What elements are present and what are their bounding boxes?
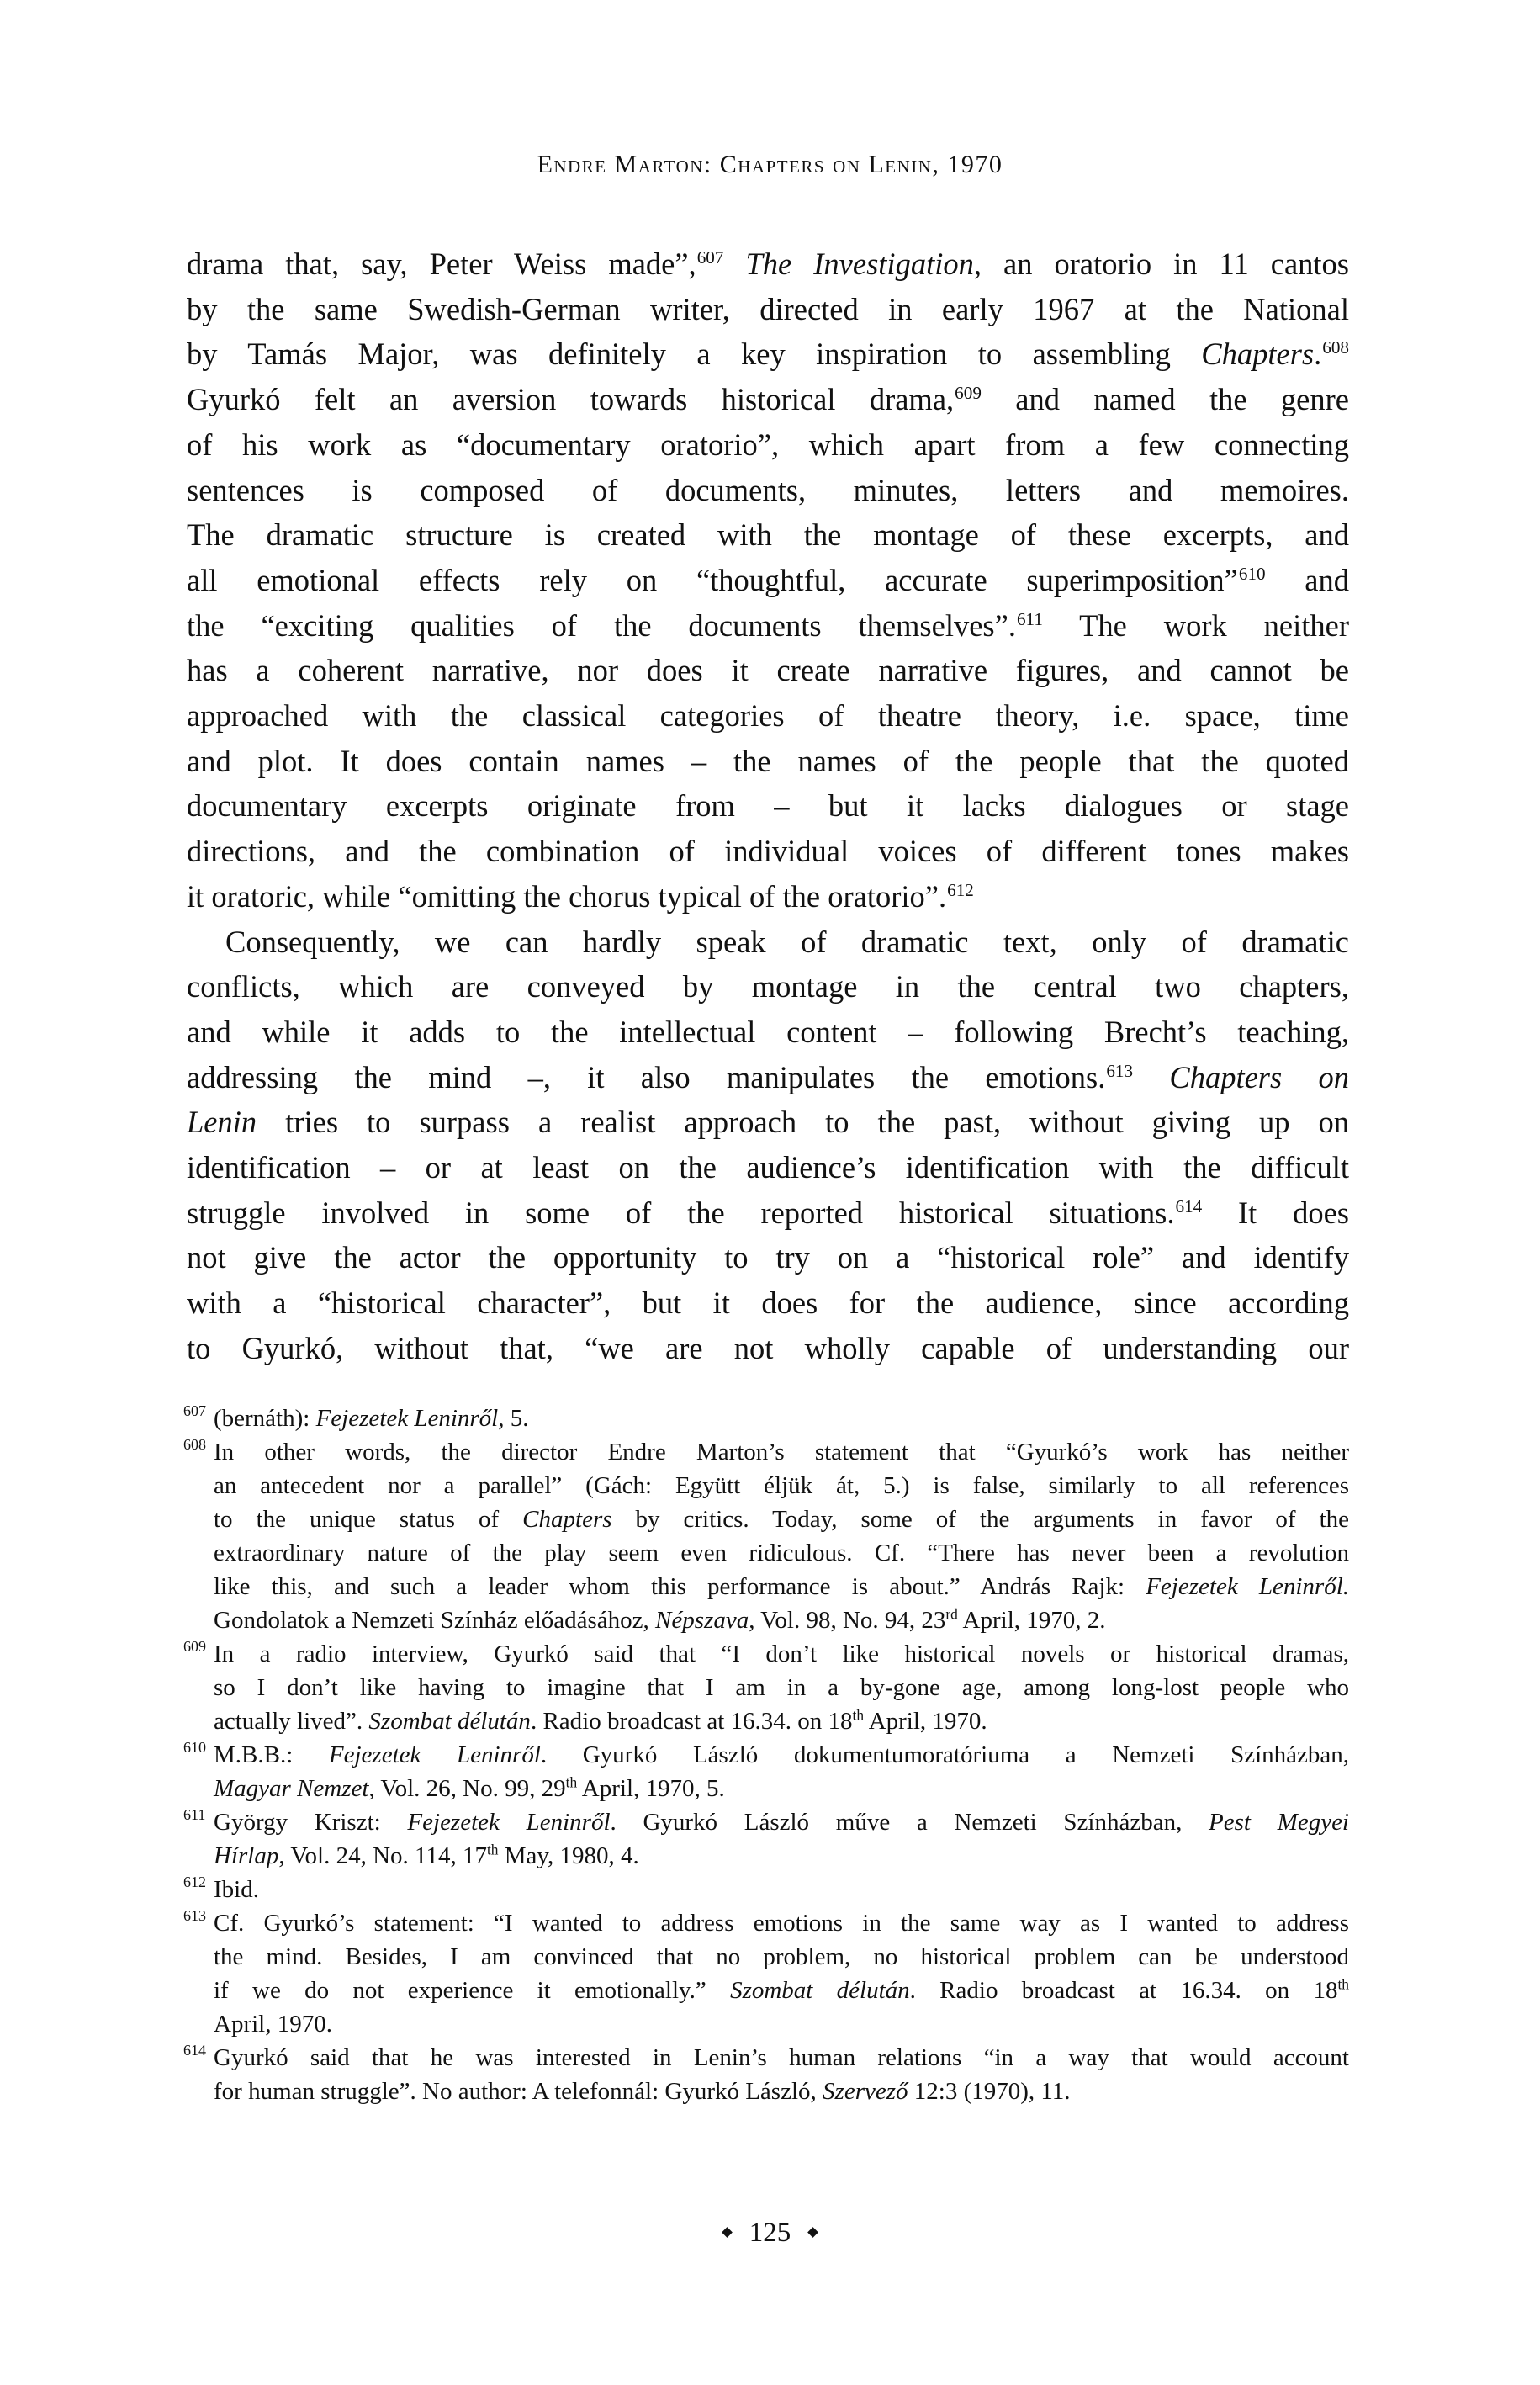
footnote-609 bbox=[183, 1637, 1349, 1738]
footnote-line: Hírlap, Vol. 24, No. 114, 17th May, 1980, 4. bbox=[214, 1841, 639, 1869]
italic-title: The Investigation bbox=[745, 246, 974, 281]
text-line: and while it adds to the intellectual content – following Brecht’s teaching, bbox=[187, 1014, 1349, 1049]
footnote-line: if we do not experience it emotionally.” Szombat délután. Radio broadcast at 16.34. on 18th bbox=[214, 1975, 1349, 2004]
footnote-614 bbox=[183, 2041, 1349, 2108]
text-line: sentences is composed of documents, minutes, letters and memoires. bbox=[187, 472, 1349, 507]
footnote-608 bbox=[183, 1435, 1349, 1637]
page-footer bbox=[0, 2216, 1540, 2250]
footnote-line: to the unique status of Chapters by critics. Today, some of the arguments in favor of the bbox=[214, 1506, 1349, 1533]
running-title: Endre Marton: Chapters on Lenin, 1970 bbox=[537, 151, 1003, 178]
text-line: has a coherent narrative, nor does it create narrative figures, and cannot be bbox=[187, 653, 1349, 688]
footnote-number: 609 bbox=[183, 1638, 206, 1655]
italic-title: Fejezetek Leninről bbox=[328, 1741, 541, 1768]
running-header bbox=[0, 150, 1540, 180]
text-line: by Tamás Major, was definitely a key inspiration to assembling Chapters.$^{608}$ bbox=[187, 337, 1349, 372]
italic-title: Fejezetek Leninről bbox=[407, 1809, 611, 1836]
italic-title: Chapters on bbox=[1169, 1059, 1349, 1094]
footnote-reference[interactable]: 613 bbox=[1106, 1060, 1134, 1081]
footnote-line: Cf. Gyurkó’s statement: “I wanted to address emotions in the same way as I wanted to address bbox=[214, 1910, 1349, 1937]
italic-title: Fejezetek Leninről. bbox=[1146, 1573, 1349, 1600]
footnote-610 bbox=[183, 1738, 1349, 1805]
italic-title: Szervező bbox=[823, 2078, 908, 2105]
italic-title: Lenin bbox=[187, 1105, 257, 1140]
text-line: approached with the classical categories of theatre theory, i.e. space, time bbox=[187, 698, 1349, 734]
italic-title: Népszava bbox=[655, 1607, 749, 1634]
italic-title: Chapters bbox=[522, 1506, 612, 1533]
text-line: Lenin tries to surpass a realist approach to the past, without giving up on bbox=[187, 1105, 1349, 1140]
text-line: with a “historical character”, but it does for the audience, since according bbox=[187, 1285, 1349, 1321]
ordinal-suffix: th bbox=[565, 1773, 578, 1791]
footnote-reference[interactable]: 611 bbox=[1016, 608, 1043, 629]
footnote-number: 607 bbox=[183, 1402, 206, 1419]
footnote-reference[interactable]: 609 bbox=[955, 382, 982, 403]
italic-title: Szombat délután bbox=[730, 1977, 910, 2004]
text-line: struggle involved in some of the reported historical situations.$^{614}$ It does bbox=[187, 1195, 1350, 1230]
body-paragraph bbox=[187, 920, 1349, 1371]
footnote-line: M.B.B.: Fejezetek Leninről. Gyurkó László dokumentumoratóriuma a Nemzeti Színházban, bbox=[214, 1741, 1349, 1768]
footnote-line: for human struggle”. No author: A telefonnál: Gyurkó László, Szervező 12:3 (1970), 11. bbox=[214, 2078, 1071, 2105]
footnote-line: actually lived”. Szombat délután. Radio broadcast at 16.34. on 18th April, 1970. bbox=[214, 1706, 987, 1735]
text-line: to Gyurkó, without that, “we are not wholly capable of understanding our bbox=[187, 1330, 1349, 1365]
text-line: directions, and the combination of individual voices of different tones makes bbox=[187, 834, 1349, 869]
footnote-line: In a radio interview, Gyurkó said that “I don’t like historical novels or historical dramas, bbox=[214, 1640, 1349, 1667]
footnote-611 bbox=[183, 1805, 1349, 1873]
footnote-line: an antecedent nor a parallel” (Gách: Együtt éljük át, 5.) is false, similarly to all references bbox=[214, 1472, 1349, 1499]
footnote-line: Gyurkó said that he was interested in Lenin’s human relations “in a way that would account bbox=[214, 2044, 1349, 2071]
footnote-reference[interactable]: 610 bbox=[1238, 563, 1266, 584]
footnote-number: 611 bbox=[183, 1806, 206, 1823]
diamond-bullet-icon bbox=[807, 2227, 818, 2238]
footnote-number: 613 bbox=[183, 1907, 206, 1924]
footnote-number: 614 bbox=[183, 2042, 206, 2059]
text-line: drama that, say, Peter Weiss made”,$^{607}$ The Investigation, an oratorio in 11 cantos bbox=[187, 246, 1349, 281]
footnote-line: Magyar Nemzet, Vol. 26, No. 99, 29th April, 1970, 5. bbox=[214, 1773, 725, 1802]
page-number: 125 bbox=[749, 2218, 791, 2248]
text-line: and plot. It does contain names – the names of the people that the quoted bbox=[187, 743, 1349, 778]
diamond-bullet-icon bbox=[722, 2227, 733, 2238]
footnote-reference[interactable]: 614 bbox=[1175, 1195, 1203, 1216]
text-line: not give the actor the opportunity to try on a “historical role” and identify bbox=[187, 1240, 1349, 1275]
text-line: addressing the mind –, it also manipulates the emotions.$^{613}$ Chapters on bbox=[187, 1059, 1349, 1094]
text-line: all emotional effects rely on “thoughtful, accurate superimposition”$^{610}$ and bbox=[187, 562, 1349, 597]
text-line: Gyurkó felt an aversion towards historical drama,$^{609}$ and named the genre bbox=[187, 382, 1349, 417]
footnote-number: 608 bbox=[183, 1436, 206, 1453]
ordinal-suffix: rd bbox=[945, 1605, 958, 1623]
footnote-line: Ibid. bbox=[214, 1876, 259, 1903]
footnote-613 bbox=[183, 1906, 1349, 2041]
text-line: identification – or at least on the audience’s identification with the difficult bbox=[187, 1150, 1349, 1185]
italic-title: Chapters bbox=[1201, 337, 1315, 372]
italic-title: Hírlap bbox=[214, 1842, 279, 1869]
footnote-line: April, 1970. bbox=[214, 2011, 332, 2038]
footnote-line: In other words, the director Endre Marton’s statement that “Gyurkó’s work has neither bbox=[214, 1439, 1349, 1465]
footnotes-section bbox=[183, 1402, 1349, 2108]
footnote-612 bbox=[183, 1873, 1349, 1906]
text-line: documentary excerpts originate from – but it lacks dialogues or stage bbox=[187, 788, 1349, 824]
text-line: Consequently, we can hardly speak of dramatic text, only of dramatic bbox=[225, 924, 1349, 959]
footnote-line: (bernáth): Fejezetek Leninről, 5. bbox=[214, 1405, 529, 1432]
footnote-reference[interactable]: 608 bbox=[1322, 337, 1349, 358]
text-line: by the same Swedish-German writer, directed in early 1967 at the National bbox=[187, 291, 1349, 326]
footnote-line: like this, and such a leader whom this performance is about.” András Rajk: Fejezetek Leninről. bbox=[214, 1573, 1349, 1600]
body-paragraph bbox=[187, 241, 1349, 920]
ordinal-suffix: th bbox=[486, 1841, 499, 1858]
footnote-line: György Kriszt: Fejezetek Leninről. Gyurkó László műve a Nemzeti Színházban, Pest Megyei bbox=[214, 1809, 1349, 1836]
main-body-text bbox=[187, 241, 1349, 1371]
text-line: it oratoric, while “omitting the chorus typical of the oratorio”.$^{612}$ bbox=[187, 878, 974, 914]
footnote-line: so I don’t like having to imagine that I am in a by-gone age, among long-lost people who bbox=[214, 1674, 1349, 1701]
footnote-line: extraordinary nature of the play seem even ridiculous. Cf. “There has never been a revolution bbox=[214, 1540, 1349, 1566]
footnote-line: the mind. Besides, I am convinced that no problem, no historical problem can be understood bbox=[214, 1943, 1349, 1970]
footnote-line: Gondolatok a Nemzeti Színház előadásához, Népszava, Vol. 98, No. 94, 23rd April, 1970, 2. bbox=[214, 1605, 1106, 1634]
italic-title: Fejezetek Leninről bbox=[315, 1405, 499, 1432]
ordinal-suffix: th bbox=[1337, 1975, 1349, 1993]
text-line: conflicts, which are conveyed by montage in the central two chapters, bbox=[187, 969, 1349, 1004]
footnote-number: 610 bbox=[183, 1739, 206, 1756]
italic-title: Magyar Nemzet bbox=[214, 1775, 369, 1802]
italic-title: Pest Megyei bbox=[1209, 1809, 1349, 1836]
footnote-number: 612 bbox=[183, 1874, 206, 1890]
text-line: the “exciting qualities of the documents themselves”.$^{611}$ The work neither bbox=[187, 607, 1349, 643]
footnote-reference[interactable]: 607 bbox=[696, 246, 724, 268]
ordinal-suffix: th bbox=[852, 1706, 865, 1724]
footnote-reference[interactable]: 612 bbox=[947, 879, 974, 900]
footnote-607 bbox=[183, 1402, 1349, 1435]
text-line: of his work as “documentary oratorio”, which apart from a few connecting bbox=[187, 427, 1349, 462]
text-line: The dramatic structure is created with the montage of these excerpts, and bbox=[187, 517, 1349, 553]
italic-title: Szombat délután bbox=[368, 1708, 531, 1735]
